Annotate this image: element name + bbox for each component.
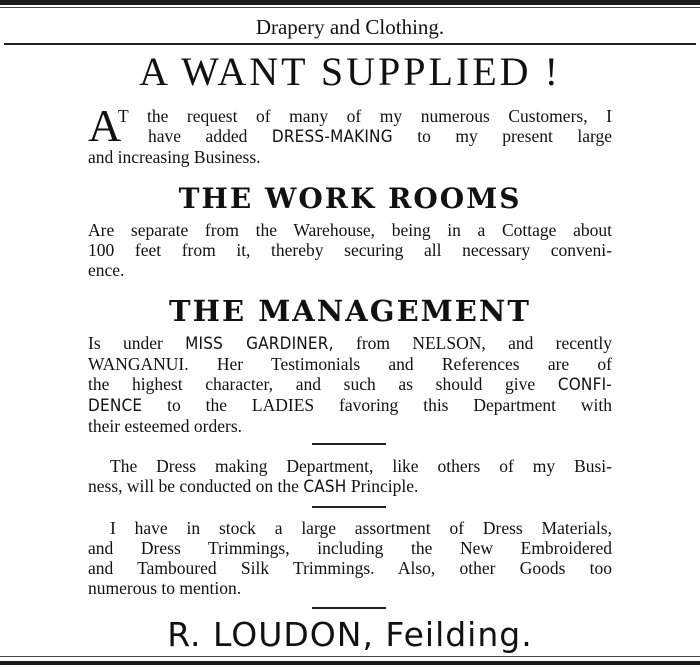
top-border-thick [0,0,700,5]
management-line-2: WANGANUI. Her Testimonials and References are of [88,354,612,374]
confidence-emphasis-part-2: DENCE [88,396,143,416]
confidence-emphasis-part-1: CONFI- [557,375,612,395]
divider-1 [312,443,386,445]
dress-making-emphasis: DRESS-MAKING [271,127,393,147]
cash-line-1: The Dress making Department, like others of my Busi- [110,456,612,476]
bottom-border-thin [0,656,700,657]
intro-paragraph [88,100,612,167]
work-rooms-line-3: ence. [88,260,125,280]
stock-paragraph [88,518,612,598]
section-label: Drapery and Clothing. [255,15,445,39]
bottom-border-thick [0,661,700,665]
ad-title: A WANT SUPPLIED ! [139,49,561,94]
stock-line-3: and Tamboured Silk Trimmings. Also, other Goods too [88,558,612,578]
intro-line-3: and increasing Business. [88,147,261,167]
work-rooms-line-2: 100 feet from it, thereby securing all necessary conveni- [88,240,612,260]
management-paragraph [88,333,612,436]
drop-cap: A [88,100,122,151]
cash-emphasis: CASH [303,477,347,497]
management-heading: THE MANAGEMENT [169,294,531,328]
management-line-3: the highest character, and such as should give CONFI- [88,374,612,395]
management-line-4: DENCE to the LADIES favoring this Department with [88,395,612,416]
work-rooms-heading: THE WORK ROOMS [178,182,522,215]
work-rooms-paragraph [88,220,612,280]
miss-gardiner-emphasis: MISS GARDINER, [185,334,334,354]
intro-line-1: T the request of many of my numerous Customers, I [118,106,612,126]
stock-line-2: and Dress Trimmings, including the New Embroidered [88,538,612,558]
stock-line-4: numerous to mention. [88,578,242,598]
cash-paragraph [88,456,612,497]
top-border-thin [0,7,700,8]
work-rooms-line-1: Are separate from the Warehouse, being in a Cottage about [88,220,612,240]
signature: R. LOUDON, Feilding. [167,615,533,654]
divider-2 [312,506,386,508]
stock-line-1: I have in stock a large assortment of Dress Materials, [110,518,612,538]
cash-line-2: ness, will be conducted on the CASH Principle. [88,476,419,497]
management-line-5: their esteemed orders. [88,416,243,436]
section-divider [4,43,696,45]
intro-line-2: have added DRESS-MAKING to my present large [148,126,612,147]
management-line-1: Is under MISS GARDINER, from NELSON, and recently [88,333,613,354]
divider-3 [312,607,386,609]
